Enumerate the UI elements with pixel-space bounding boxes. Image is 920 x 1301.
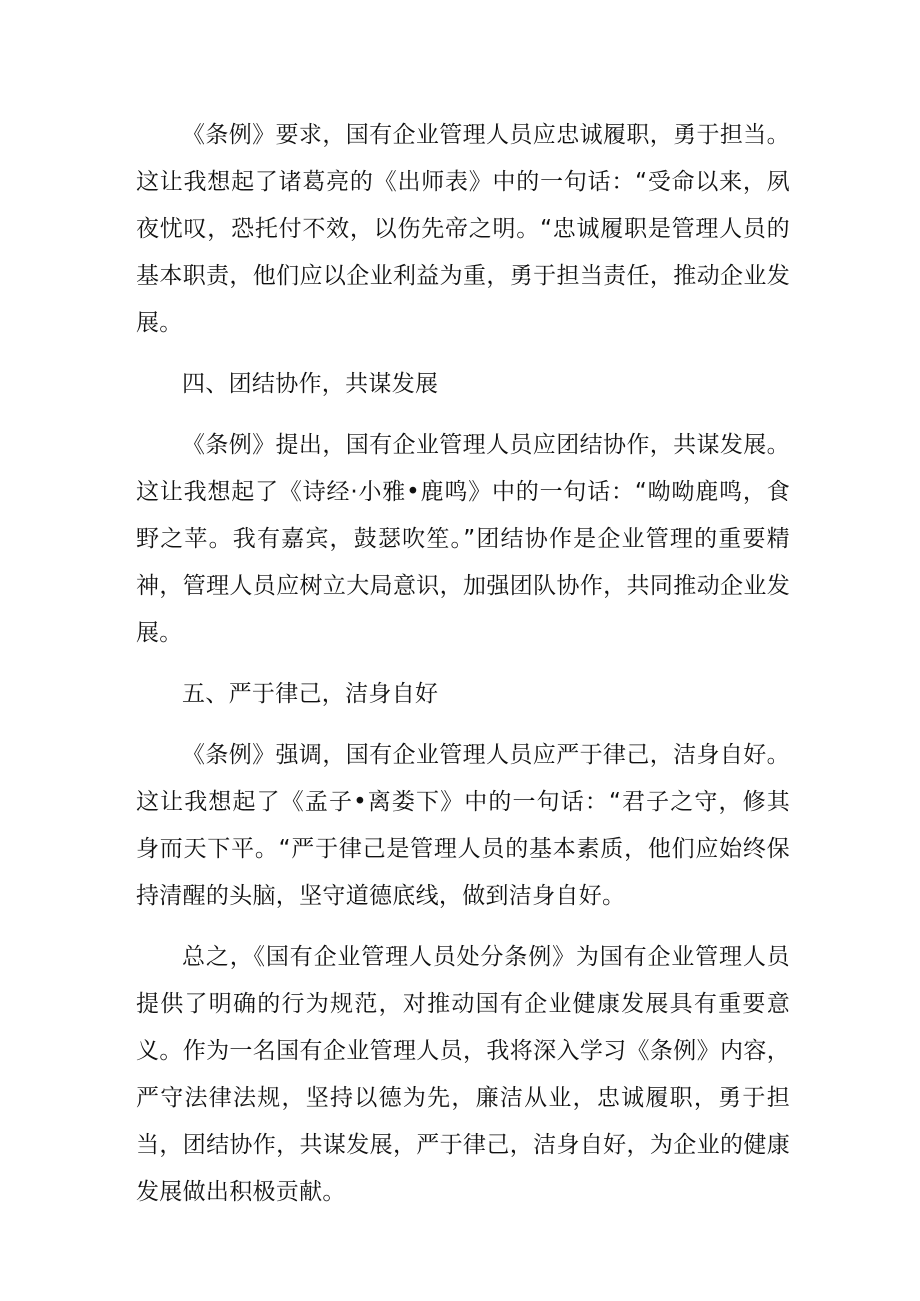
section-heading-4: 四、团结协作，共谋发展: [182, 371, 439, 397]
paragraph-teamwork: 《条例》提出，国有企业管理人员应团结协作，共谋发展。这让我想起了《诗经·小雅•鹿鸣》中的一句话：“呦呦鹿鸣，食野之苹。我有嘉宾，鼓瑟吹笙。”团结协作是企业管理的重要精神，管理人员应树立大局意识，加强团队协作，共同推动企业发展。: [136, 432, 790, 646]
paragraph-gap: [136, 657, 790, 671]
paragraph-gap: [136, 718, 790, 732]
paragraph-loyalty: 《条例》要求，国有企业管理人员应忠诚履职，勇于担当。这让我想起了诸葛亮的《出师表》中的一句话：“受命以来，夙夜忧叹，恐托付不效，以伤先帝之明。“忠诚履职是管理人员的基本职责，他们应以企业利益为重，勇于担当责任，推动企业发展。: [136, 122, 790, 336]
section-heading-5: 五、严于律己，洁身自好: [182, 681, 439, 707]
document-body: [136, 112, 790, 1216]
paragraph-gap: [136, 408, 790, 422]
paragraph-self-discipline: 《条例》强调，国有企业管理人员应严于律己，洁身自好。这让我想起了《孟子•离娄下》中的一句话：“君子之守，修其身而天下平。“严于律己是管理人员的基本素质，他们应始终保持清醒的头脑，坚守道德底线，做到洁身自好。: [136, 742, 790, 909]
paragraph-conclusion: 总之，《国有企业管理人员处分条例》为国有企业管理人员提供了明确的行为规范，对推动国有企业健康发展具有重要意义。作为一名国有企业管理人员，我将深入学习《条例》内容，严守法律法规，坚持以德为先，廉洁从业，忠诚履职，勇于担当，团结协作，共谋发展，严于律己，洁身自好，为企业的健康发展做出积极贡献。: [136, 944, 790, 1205]
paragraph-gap: [136, 920, 790, 934]
paragraph-gap: [136, 347, 790, 361]
